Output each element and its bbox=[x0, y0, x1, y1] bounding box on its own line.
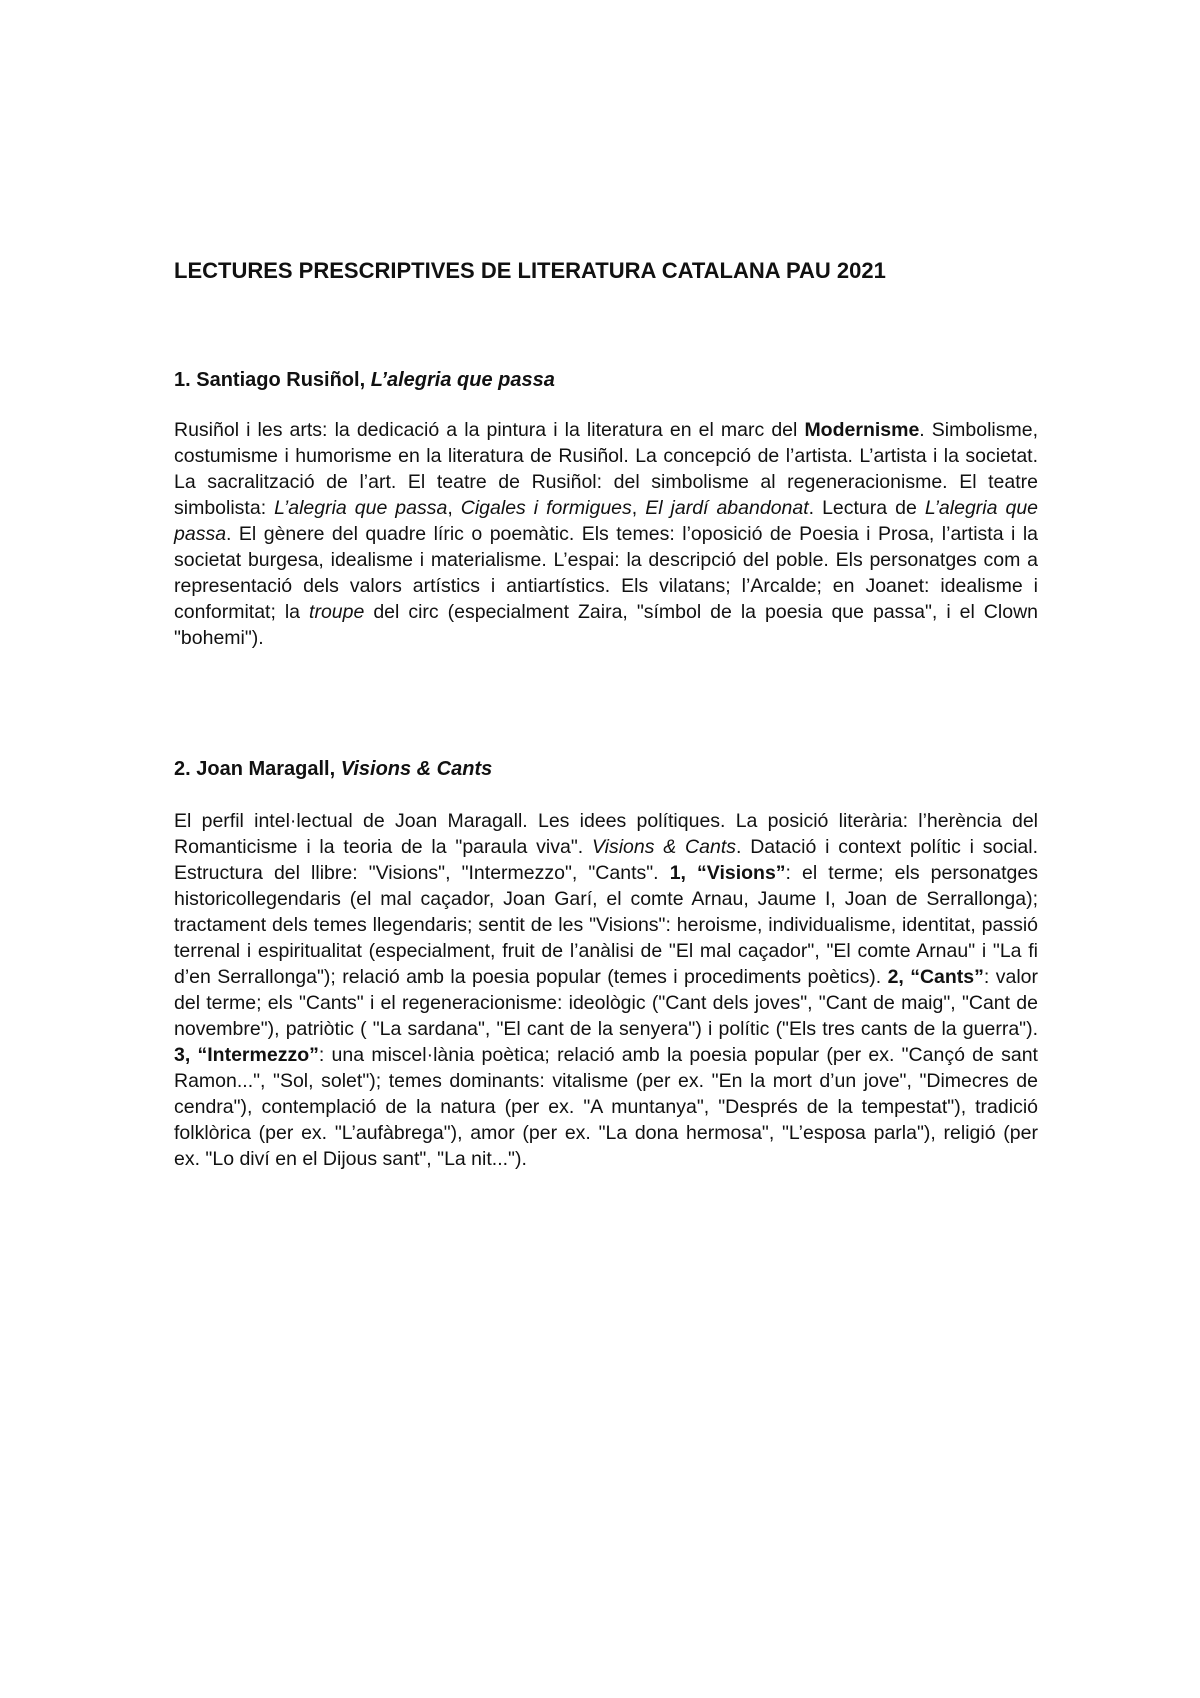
section-1-heading-author: 1. Santiago Rusiñol, bbox=[174, 369, 371, 391]
section-1-text-segment: Modernisme bbox=[804, 419, 920, 441]
section-1-text-segment: Rusiñol i les arts: la dedicació a la pintura i la literatura en el marc del bbox=[174, 419, 805, 441]
document-title: LECTURES PRESCRIPTIVES DE LITERATURA CATALANA PAU 2021 bbox=[174, 258, 886, 283]
section-2-text-segment: Visions & Cants bbox=[591, 836, 736, 858]
section-2-text-segment: : el terme; els personatges historicollegendaris (el mal caçador, Joan Garí, el comte Arnau, Jaume I, Joan de Serrallonga); tractament dels temes llegendaris; sentit de les "Visions": heroisme, individualisme, identitat, passió terrenal i espiritualitat (especialment, fruit de l’anàlisi de "El mal caçador", "El comte Arnau" i "La fi d’en Serrallonga"); relació amb la poesia popular (temes i procediments poètics). bbox=[174, 862, 1038, 988]
section-1-heading-work: L’alegria que passa bbox=[370, 369, 555, 391]
section-2-heading-work: Visions & Cants bbox=[340, 758, 493, 780]
section-1-text-segment: . Lectura de bbox=[808, 497, 925, 519]
section-2-text-segment: 3, “Intermezzo” bbox=[174, 1044, 319, 1066]
section-1-text-segment: del circ (especialment Zaira, "símbol de la poesia que passa", i el Clown "bohemi"). bbox=[174, 601, 1038, 649]
section-1-text-segment: Cigales i formigues bbox=[460, 497, 632, 519]
section-1-text-segment: troupe bbox=[309, 601, 365, 623]
section-2-heading-author: 2. Joan Maragall, bbox=[174, 758, 341, 780]
section-2-text-segment: 2, “Cants” bbox=[887, 966, 984, 988]
section-1-text-segment: , bbox=[447, 497, 461, 519]
section-1-text-segment: . Simbolisme, costumisme i humorisme en la literatura de Rusiñol. La concepció de l’artista. L’artista i la societat. La sacralització de l’art. El teatre de Rusiñol: del simbolisme al regeneracionisme. El teatre simbolista: bbox=[174, 419, 1038, 519]
section-2-text-segment: : una miscel·lània poètica; relació amb la poesia popular (per ex. "Cançó de sant Ramon...", "Sol, solet"); temes dominants: vitalisme (per ex. "En la mort d’un jove", "Dimecres de cendra"), contemplació de la natura (per ex. "A muntanya", "Després de la tempestat"), tradició folklòrica (per ex. "L’aufàbrega"), amor (per ex. "La dona hermosa", "L’esposa parla"), religió (per ex. "Lo diví en el Dijous sant", "La nit..."). bbox=[174, 1044, 1038, 1170]
section-1-body bbox=[174, 417, 1038, 651]
section-2-text-segment: : valor del terme; els "Cants" i el regeneracionisme: ideològic ("Cant dels joves", "Cant de maig", "Cant de novembre"), patriòtic ( "La sardana", "El cant de la senyera") i polític ("Els tres cants de la guerra"). bbox=[174, 966, 1038, 1040]
section-2-text-segment: 1, “Visions” bbox=[669, 862, 786, 884]
section-1-text-segment: L’alegria que passa bbox=[274, 497, 448, 519]
section-2-body bbox=[174, 808, 1038, 1172]
section-1-text-segment: L’alegria que passa bbox=[174, 497, 1039, 545]
section-2-text-segment: El perfil intel·lectual de Joan Maragall. Les idees polítiques. La posició literària: l’herència del Romanticisme i la teoria de la "paraula viva". bbox=[174, 810, 1038, 858]
section-1-text-segment: , bbox=[631, 497, 646, 519]
section-1-text-segment: El jardí abandonat bbox=[645, 497, 809, 519]
section-1-text-segment: . El gènere del quadre líric o poemàtic. Els temes: l’oposició de Poesia i Prosa, l’artista i la societat burgesa, idealisme i materialisme. L’espai: la descripció del poble. Els personatges com a representació dels valors artístics i antiartístics. Els vilatans; l’Arcalde; en Joanet: idealisme i conformitat; la bbox=[174, 523, 1038, 623]
section-1-heading bbox=[174, 365, 1038, 395]
section-2-text-segment: . Datació i context polític i social. Estructura del llibre: "Visions", "Intermezzo", "Cants". bbox=[174, 836, 1038, 884]
section-2-heading bbox=[174, 754, 1038, 784]
